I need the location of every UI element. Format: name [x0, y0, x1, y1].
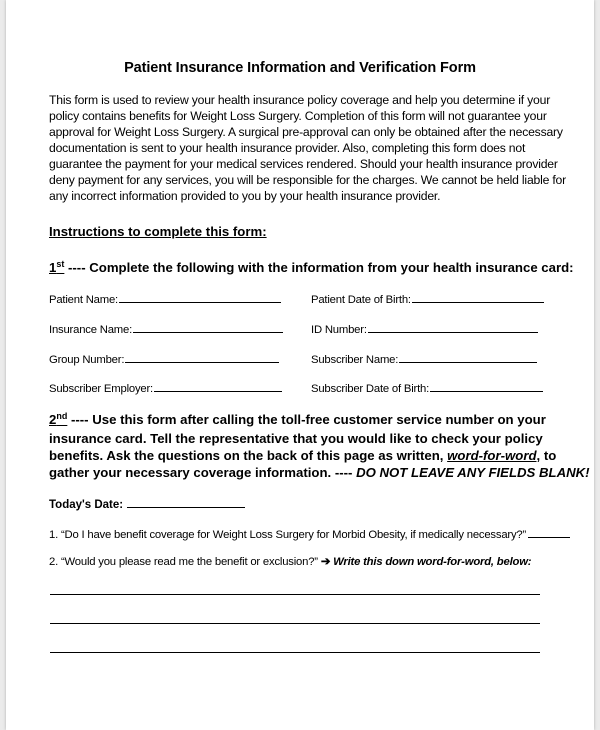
arrow-right-icon: ➔	[320, 556, 331, 568]
step-2-line-1	[49, 412, 546, 427]
todays-date-field[interactable]	[49, 497, 245, 511]
answer-line-3[interactable]	[50, 652, 540, 653]
question-2-instruction: Write this down word-for-word, below:	[333, 556, 532, 568]
intro-line-3: approval for Weight Loss Surgery. A surgical pre-approval can only be obtained after the necessary	[49, 125, 563, 139]
todays-date-line[interactable]	[127, 497, 245, 508]
word-for-word-emphasis: word-for-word	[447, 448, 537, 463]
intro-line-2: policy contains benefits for Weight Loss Surgery. Completion of this form will not guarantee your	[49, 109, 547, 123]
step-2-line-2: insurance card. Tell the representative that you would like to check your policy	[49, 431, 543, 446]
step-2-sup: nd	[56, 411, 68, 421]
id-number-label: ID Number:	[311, 324, 367, 336]
form-title: Patient Insurance Information and Verification Form	[124, 60, 476, 76]
intro-line-6: deny payment for any services, you will be responsible for the charges. We cannot be held liable for	[49, 173, 566, 187]
intro-line-7: any incorrect information provided to you by your health insurance provider.	[49, 189, 441, 203]
answer-line-2[interactable]	[50, 623, 540, 624]
question-1-answer-line[interactable]	[528, 527, 570, 538]
insurance-name-label: Insurance Name:	[49, 324, 133, 336]
patient-dob-field[interactable]	[311, 292, 544, 306]
question-1-text: 1. “Do I have benefit coverage for Weight Loss Surgery for Morbid Obesity, if medically necessary?”	[49, 529, 527, 541]
patient-name-field[interactable]	[49, 292, 281, 306]
step-2-num: 2	[49, 412, 57, 427]
answer-line-1[interactable]	[50, 594, 540, 595]
step-2-line-4	[49, 465, 590, 480]
subscriber-dob-line[interactable]	[430, 381, 543, 392]
step-2-text-4a: gather your necessary coverage information. ----	[49, 465, 357, 480]
subscriber-name-line[interactable]	[399, 352, 537, 363]
patient-name-label: Patient Name:	[49, 294, 118, 306]
instructions-heading: Instructions to complete this form:	[49, 224, 267, 239]
subscriber-name-field[interactable]	[311, 352, 537, 366]
intro-line-4: documentation is sent to your health insurance provider. Also, completing this form does not	[49, 141, 526, 155]
subscriber-name-label: Subscriber Name:	[311, 354, 399, 366]
step-2-text-3b: , to	[536, 448, 557, 463]
do-not-leave-blank-warning: DO NOT LEAVE ANY FIELDS BLANK!	[356, 465, 590, 480]
intro-line-1: This form is used to review your health insurance policy coverage and help you determine if your	[49, 93, 551, 107]
patient-dob-label: Patient Date of Birth:	[311, 294, 411, 306]
patient-dob-line[interactable]	[412, 292, 544, 303]
insurance-name-field[interactable]	[49, 322, 283, 336]
step-2-line-3	[49, 448, 556, 463]
step-1-num: 1	[49, 260, 57, 275]
question-2-text: 2. “Would you please read me the benefit or exclusion?”	[49, 556, 318, 568]
group-number-label: Group Number:	[49, 354, 125, 366]
step-2-text-3a: benefits. Ask the questions on the back of this page as written,	[49, 448, 448, 463]
subscriber-employer-label: Subscriber Employer:	[49, 383, 153, 395]
step-1-number	[49, 260, 64, 275]
id-number-field[interactable]	[311, 322, 538, 336]
subscriber-employer-line[interactable]	[154, 381, 282, 392]
step-1-text: ---- Complete the following with the information from your health insurance card:	[64, 260, 574, 275]
step-2-text-1: ---- Use this form after calling the toll-free customer service number on your	[67, 412, 546, 427]
patient-name-line[interactable]	[119, 292, 281, 303]
step-2-number	[49, 412, 67, 427]
step-1-sup: st	[56, 259, 65, 269]
insurance-name-line[interactable]	[133, 322, 283, 333]
question-2	[49, 555, 531, 568]
document-page	[6, 0, 594, 730]
subscriber-employer-field[interactable]	[49, 381, 282, 395]
group-number-field[interactable]	[49, 352, 279, 366]
id-number-line[interactable]	[368, 322, 538, 333]
todays-date-label: Today's Date:	[49, 499, 124, 511]
subscriber-dob-field[interactable]	[311, 381, 543, 395]
subscriber-dob-label: Subscriber Date of Birth:	[311, 383, 430, 395]
group-number-line[interactable]	[125, 352, 279, 363]
intro-line-5: guarantee the payment for your medical services rendered. Should your health insurance provider	[49, 157, 558, 171]
question-1[interactable]	[49, 527, 570, 541]
step-1	[49, 260, 574, 275]
